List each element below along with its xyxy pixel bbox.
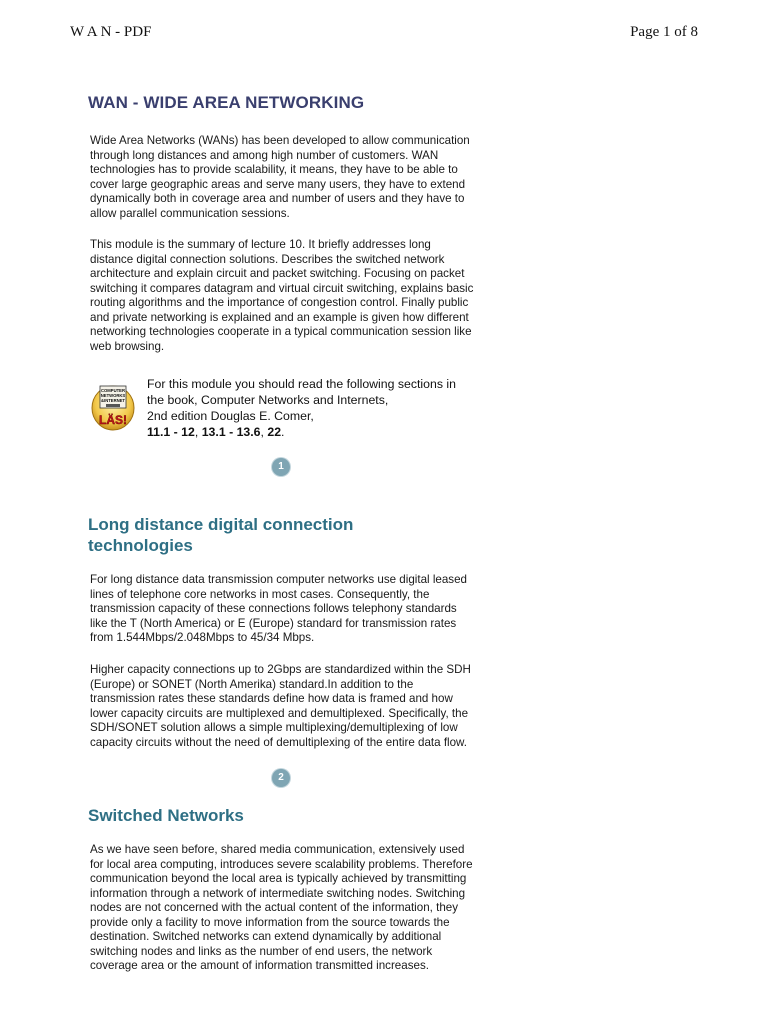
section-title-switched-networks: Switched Networks xyxy=(88,806,244,825)
reading-assignment xyxy=(90,376,480,440)
section1-paragraph-1: For long distance data transmission computer networks use digital leased lines of telephone core networks in most cases. Consequently, the transmission capacity of these connections follows telephony standards like the T (North America) or E (Europe) standard for transmission rates from 1.544Mbps/2.048Mbps to 45/34 Mbps. xyxy=(90,573,467,644)
section-title-long-distance: Long distance digital connection technologies xyxy=(88,515,354,555)
document-title-header: W A N - PDF xyxy=(70,24,152,40)
slide-badge-2[interactable]: 2 xyxy=(272,769,290,787)
page-header xyxy=(70,24,698,42)
reading-line-2: the book, Computer Networks and Internets, xyxy=(147,393,389,407)
page-number: Page 1 of 8 xyxy=(630,24,698,40)
book-las-icon xyxy=(90,380,136,432)
intro-paragraph-1: Wide Area Networks (WANs) has been developed to allow communication through long distances and among high number of customers. WAN technologies has to provide scalability, it means, they have to be able to cover large geographic areas and serve many users, they have to extend dynamically both in coverage area and number of users and they have to allow parallel communication sessions. xyxy=(90,134,470,220)
section-ref-2: 13.1 - 13.6 xyxy=(201,425,261,439)
svg-text:&INTERNET: &INTERNET xyxy=(101,398,125,403)
reading-line-1: For this module you should read the following sections in xyxy=(147,377,456,391)
page-title: WAN - WIDE AREA NETWORKING xyxy=(88,93,365,112)
svg-text:LÄS!: LÄS! xyxy=(99,413,127,427)
svg-text:NETWORKS: NETWORKS xyxy=(100,393,126,398)
reading-text xyxy=(147,376,477,440)
section-ref-3: 22 xyxy=(267,425,282,439)
section2-paragraph-1: As we have seen before, shared media communication, extensively used for local area computing, introduces severe scalability problems. Therefore communication beyond the local area is typically achieved by transmitting information through a network of intermediate switching nodes. Switching nodes are not concerned with the actual content of the information, they provide only a facility to move information from the source towards the destination. Switched networks can extend dynamically by additional switching nodes and links as the number of end users, the network coverage area or the amount of information transmitted increases. xyxy=(90,843,473,972)
svg-text:COMPUTER: COMPUTER xyxy=(101,388,125,393)
intro-paragraph-2: This module is the summary of lecture 10. It briefly addresses long distance digital connection solutions. Describes the switched network architecture and explain circuit and packet switching. Focusing on packet switching it compares datagram and virtual circuit switching, explains basic routing algorithms and the importance of congestion control. Finally public and private networking is explained and an example is given how different networking technologies cooperate in a typical communication session like web browsing. xyxy=(90,238,474,353)
slide-badge-1[interactable]: 1 xyxy=(272,458,290,476)
section1-paragraph-2: Higher capacity connections up to 2Gbps are standardized within the SDH (Europe) or SONET (North Amerika) standard.In addition to the transmission rates these standards define how data is framed and how lower capacity circuits are multiplexed and demultiplexed. Specifically, the SDH/SONET solution allows a simple multiplexing/demultiplexing of low capacity circuits without the need of demultiplexing of the entire data flow. xyxy=(90,663,471,749)
section-ref-1: 11.1 - 12 xyxy=(147,425,195,439)
reading-line-3: 2nd edition Douglas E. Comer, xyxy=(147,409,314,423)
reading-sections: 11.1 - 12, 13.1 - 13.6, 22. xyxy=(147,425,285,439)
